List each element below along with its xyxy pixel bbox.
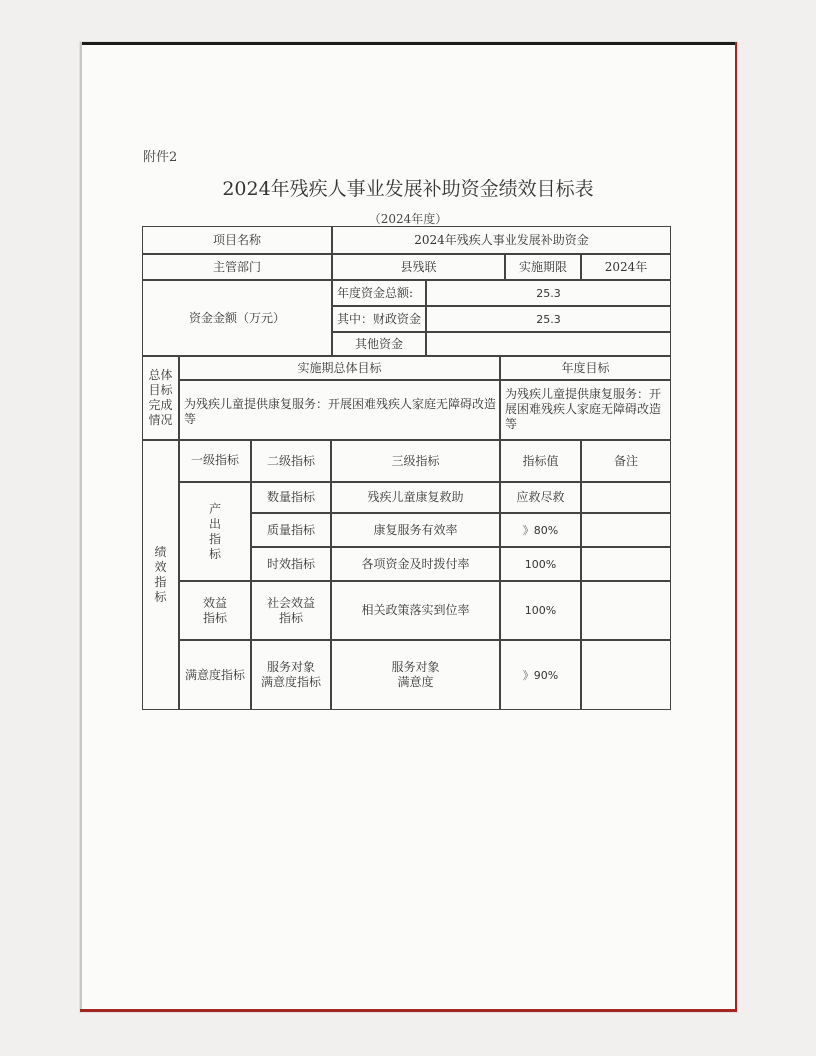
output-label-char: 标 — [208, 546, 221, 561]
row-value: 》80% — [500, 513, 581, 547]
goals-section-char: 总体 — [148, 368, 173, 382]
indicators-section-char: 效 — [154, 560, 167, 574]
funds-total-label: 年度资金总额: — [332, 280, 426, 306]
output-label-char: 产 — [208, 501, 221, 516]
header-level3: 三级指标 — [331, 440, 500, 482]
row-level3: 相关政策落实到位率 — [331, 581, 500, 640]
output-indicator-label — [179, 482, 251, 581]
goals-section-char: 完成 — [148, 398, 173, 412]
funds-label: 资金金额（万元） — [142, 280, 332, 356]
row-value: 100% — [500, 547, 581, 581]
benefit-label-line: 效益 — [202, 595, 227, 610]
output-label-char: 出 — [208, 516, 221, 531]
row-level2 — [251, 640, 331, 710]
goals-section-label — [142, 356, 179, 440]
period-value: 2024年 — [581, 254, 671, 280]
row-level3-line: 满意度 — [397, 675, 434, 689]
header-level1: 一级指标 — [179, 440, 251, 482]
overall-goal-text: 为残疾儿童提供康复服务：开展困难残疾人家庭无障碍改造等 — [179, 380, 500, 440]
funds-fiscal-label: 其中：财政资金 — [332, 306, 426, 332]
funds-other-label: 其他资金 — [332, 332, 426, 356]
row-note — [581, 482, 671, 513]
row-value: 100% — [500, 581, 581, 640]
output-label-char: 指 — [208, 531, 221, 546]
row-note — [581, 547, 671, 581]
project-name-value: 2024年残疾人事业发展补助资金 — [332, 226, 671, 254]
project-name-label: 项目名称 — [142, 226, 332, 254]
department-label: 主管部门 — [142, 254, 332, 280]
department-value: 县残联 — [332, 254, 505, 280]
satisfaction-indicator-label: 满意度指标 — [179, 640, 251, 710]
goals-section-char: 情况 — [148, 413, 173, 427]
row-level3: 康复服务有效率 — [331, 513, 500, 547]
row-level2-line: 满意度指标 — [260, 675, 321, 689]
annual-goal-text: 为残疾儿童提供康复服务：开展困难残疾人家庭无障碍改造等 — [500, 380, 671, 440]
funds-total-value: 25.3 — [426, 280, 671, 306]
row-level2: 质量指标 — [251, 513, 331, 547]
row-level2-line: 指标 — [278, 610, 303, 625]
row-level2-line: 社会效益 — [266, 595, 315, 610]
funds-other-value — [426, 332, 671, 356]
benefit-label-line: 指标 — [202, 610, 227, 625]
row-level3-line: 服务对象 — [391, 660, 440, 674]
row-level3: 残疾儿童康复救助 — [331, 482, 500, 513]
row-note — [581, 513, 671, 547]
row-note — [581, 640, 671, 710]
annual-goal-header: 年度目标 — [500, 356, 671, 380]
row-level2-line: 服务对象 — [266, 660, 315, 674]
period-label: 实施期限 — [505, 254, 581, 280]
page-edge-bottom — [80, 1009, 737, 1012]
fiscal-year: （2024年度） — [368, 212, 448, 226]
indicators-section-char: 绩 — [154, 545, 167, 559]
indicators-section-label — [142, 440, 179, 710]
row-level3: 各项资金及时拨付率 — [331, 547, 500, 581]
row-note — [581, 581, 671, 640]
row-level2 — [251, 581, 331, 640]
row-level2: 数量指标 — [251, 482, 331, 513]
indicators-section-char: 标 — [154, 590, 167, 604]
row-level3 — [331, 640, 500, 710]
overall-goal-header: 实施期总体目标 — [179, 356, 500, 380]
attachment-label: 附件2 — [143, 150, 178, 165]
funds-fiscal-value: 25.3 — [426, 306, 671, 332]
row-value: 》90% — [500, 640, 581, 710]
goals-section-char: 目标 — [148, 383, 173, 397]
row-level2: 时效指标 — [251, 547, 331, 581]
page-edge-top — [80, 42, 737, 45]
header-value: 指标值 — [500, 440, 581, 482]
benefit-indicator-label — [179, 581, 251, 640]
header-note: 备注 — [581, 440, 671, 482]
header-level2: 二级指标 — [251, 440, 331, 482]
document-title: 2024年残疾人事业发展补助资金绩效目标表 — [222, 178, 594, 200]
row-value: 应救尽救 — [500, 482, 581, 513]
indicators-section-char: 指 — [154, 575, 167, 589]
